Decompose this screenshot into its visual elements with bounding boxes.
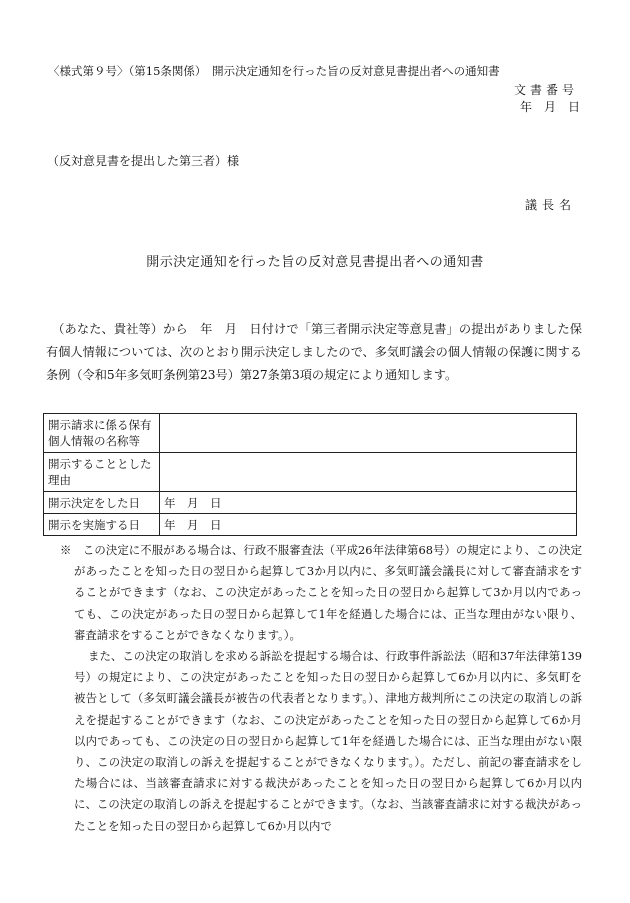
table-value: 年 月 日 [160,514,577,536]
table-row [44,514,577,536]
table-label: 開示することとした理由 [44,453,160,492]
note-appeal: ※ この決定に不服がある場合は、行政不服審査法（平成26年法律第68号）の規定により、この決定があったことを知った日の翌日から起算して3か月以内に、多気町議会議長に対して審査請求をすることができます（なお、この決定があったことを知った日の翌日から起算して3か月以内であっても、この決定があった日の翌日から起算して1年を経過した場合には、正当な理由がない限り、審査請求をすることができなくなります。）。 [60,543,582,642]
note-lawsuit: また、この決定の取消しを求める訴訟を提起する場合は、行政事件訴訟法（昭和37年法律第139号）の規定により、この決定があったことを知った日の翌日から起算して6か月以内に、多気町を被告として（多気町議会議長が被告の代表者となります。）、津地方裁判所にこの決定の取消しの訴えを提起することができます（なお、この決定があったことを知った日の翌日から起算して6か月以内であっても、この決定の日の翌日から起算して1年を経過した場合には、正当な理由がない限り、この決定の取消しの訴えを提起することができなくなります。）。ただし、前記の審査請求をした場合には、当該審査請求に対する裁決があったことを知った日の翌日から起算して6か月以内に、この決定の取消しの訴えを提起することができます。（なお、当該審査請求に対する裁決があったことを知った日の翌日から起算して6か月以内で [74,649,582,833]
table-label: 開示決定をした日 [44,492,160,514]
addressee: （反対意見書を提出した第三者）様 [47,154,240,168]
table-value [160,453,577,492]
table-value: 年 月 日 [160,492,577,514]
notes-section [60,540,582,837]
form-label: 〈様式第９号〉（第15条関係） 開示決定通知を行った旨の反対意見書提出者への通知書 [48,64,500,78]
document-title: 開示決定通知を行った旨の反対意見書提出者への通知書 [146,255,484,270]
table-value [160,414,577,453]
document-number: 文書番号 [513,83,578,97]
table-label: 開示を実施する日 [44,514,160,536]
table-row [44,453,577,492]
info-table [43,413,577,536]
issue-date: 年 月 日 [519,100,580,114]
table-label: 開示請求に係る保有個人情報の名称等 [44,414,160,453]
sender-name: 議長名 [524,198,576,212]
table-row [44,414,577,453]
intro-text: （あなた、貴社等）から 年 月 日付けで「第三者開示決定等意見書」の提出がありました保有個人情報については、次のとおり開示決定しましたので、多気町議会の個人情報の保護に関する条例（令和5年多気町条例第23号）第27条第3項の規定により通知します。 [46,322,582,382]
table-row [44,492,577,514]
intro-paragraph [46,318,582,387]
